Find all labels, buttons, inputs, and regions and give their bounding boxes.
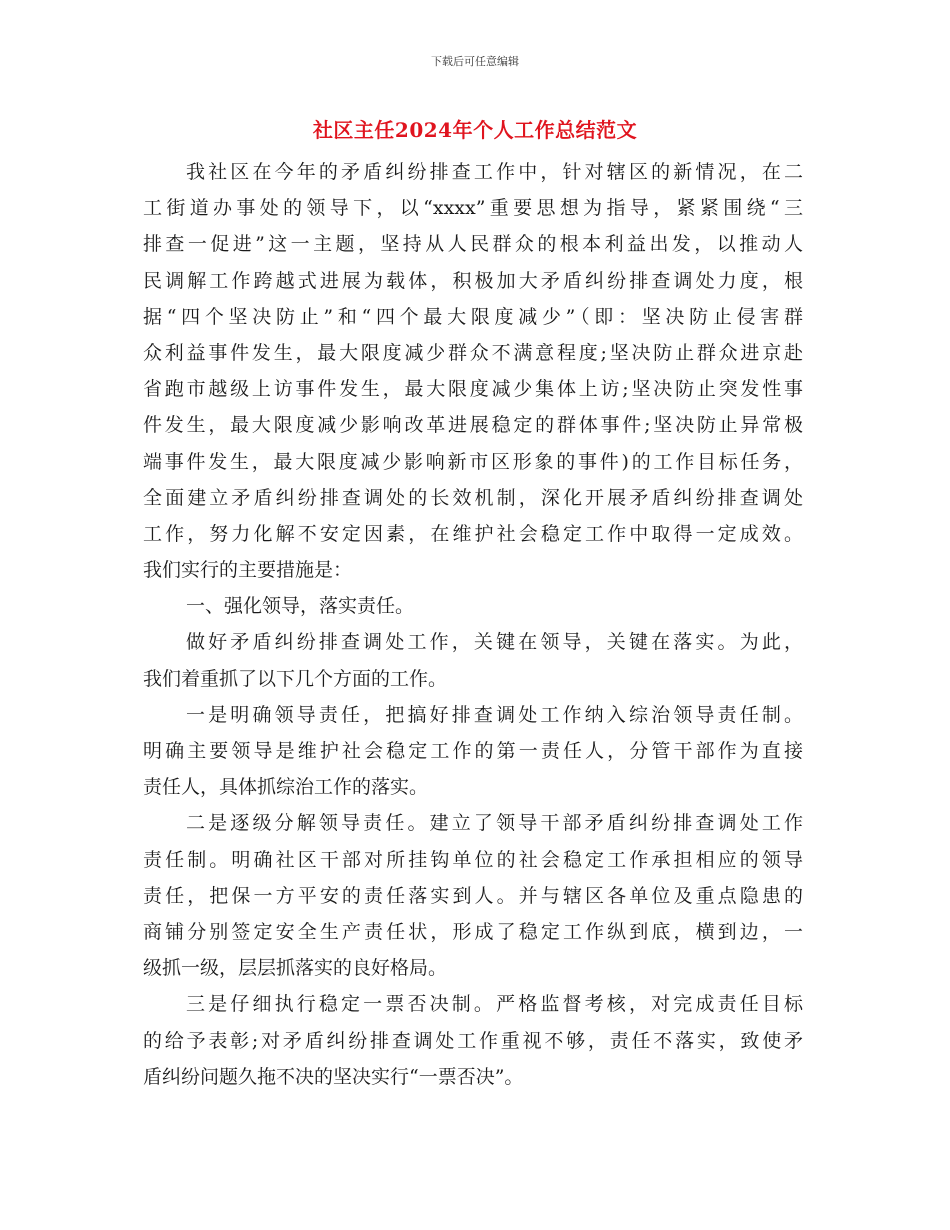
body-line: 我们着重抓了以下几个方面的工作。 (143, 667, 448, 690)
body-line: 我们实行的主要措施是： (143, 559, 353, 582)
body-line: 明确主要领导是维护社会稳定工作的第一责任人，分管干部作为直接 (143, 740, 803, 762)
body-line: 盾纠纷问题久拖不决的坚决实行“一票否决”。 (143, 1065, 524, 1088)
body-line: 级抓一级，层层抓落实的良好格局。 (143, 957, 448, 980)
body-line: 众利益事件发生，最大限度减少群众不满意程度;坚决防止群众进京赴 (143, 341, 803, 364)
body-line: 省跑市越级上访事件发生，最大限度减少集体上访;坚决防止突发性事 (143, 378, 803, 401)
body-line: 责任人，具体抓综治工作的落实。 (143, 776, 429, 799)
body-line: 工街道办事处的领导下，以“xxxx”重要思想为指导，紧紧围绕“三 (143, 197, 803, 220)
body-line: 据“四个坚决防止”和“四个最大限度减少”（即：坚决防止侵害群 (143, 305, 803, 328)
body-line: 做好矛盾纠纷排查调处工作，关键在领导，关键在落实。为此， (186, 631, 803, 654)
body-line: 商铺分别签定安全生产责任状，形成了稳定工作纵到底，横到边，一 (143, 920, 803, 943)
body-line: 全面建立矛盾纠纷排查调处的长效机制，深化开展矛盾纠纷排查调处 (143, 486, 803, 509)
body-line: 的给予表彰;对矛盾纠纷排查调处工作重视不够，责任不落实，致使矛 (143, 1029, 803, 1052)
body-line: 责任，把保一方平安的责任落实到人。并与辖区各单位及重点隐患的 (143, 884, 803, 907)
document-title: 社区主任2024年个人工作总结范文 (312, 118, 638, 142)
body-line: 二是逐级分解领导责任。建立了领导干部矛盾纠纷排查调处工作 (186, 812, 803, 835)
body-line: 件发生，最大限度减少影响改革进展稳定的群体事件;坚决防止异常极 (143, 414, 803, 437)
body-line: 一是明确领导责任，把搞好排查调处工作纳入综治领导责任制。 (186, 703, 803, 726)
document-body (143, 154, 803, 1095)
body-line: 责任制。明确社区干部对所挂钩单位的社会稳定工作承担相应的领导 (143, 848, 803, 871)
body-line: 民调解工作跨越式进展为载体，积极加大矛盾纠纷排查调处力度，根 (143, 269, 803, 292)
body-line: 一、强化领导，落实责任。 (186, 595, 415, 618)
body-line: 排查一促进”这一主题，坚持从人民群众的根本利益出发，以推动人 (143, 233, 803, 256)
body-line: 三是仔细执行稳定一票否决制。严格监督考核，对完成责任目标 (186, 993, 803, 1016)
body-line: 我社区在今年的矛盾纠纷排查工作中，针对辖区的新情况，在二 (186, 161, 803, 183)
body-line: 端事件发生，最大限度减少影响新市区形象的事件)的工作目标任务， (143, 450, 803, 473)
header-note: 下载后可任意编辑 (431, 55, 519, 68)
body-line: 工作，努力化解不安定因素，在维护社会稳定工作中取得一定成效。 (143, 522, 803, 545)
